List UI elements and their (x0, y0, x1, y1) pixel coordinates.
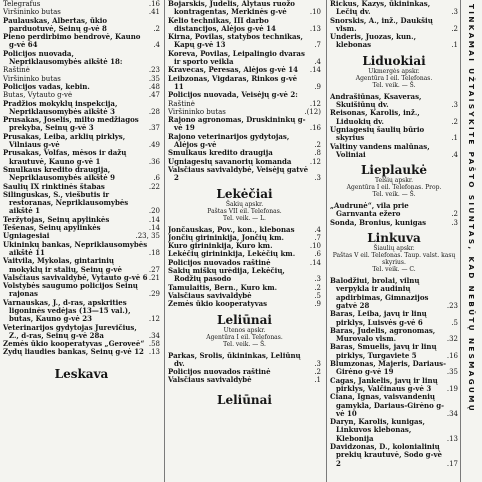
entry-text: Policijos nuovados raštinė (168, 368, 271, 377)
town-heading: Linkuva (367, 231, 421, 246)
directory-entry (330, 393, 458, 418)
directory-entry (168, 75, 321, 92)
directory-entry (168, 300, 321, 308)
column-3 (330, 0, 458, 482)
entry-text: Policijos nuovada, Nepriklausomybės aikštė 18: (3, 49, 123, 67)
entry-phone-number: .9 (314, 300, 321, 309)
entry-phone-number: .2 (314, 141, 321, 150)
entry-text: Volstybės saugumo policijos Seinų rajonas (3, 282, 138, 299)
directory-entry (330, 202, 458, 219)
entry-phone-number: .16 (148, 0, 160, 8)
directory-entry (3, 191, 160, 216)
post-office-info: Agentūra I eil. Telefonas. (206, 333, 283, 341)
entry-text: Andrašiūnas, Ksaveras, Skuišiūnų dv. (330, 92, 422, 110)
directory-entry (168, 50, 321, 67)
entry-text: Butas, Vytauto g-vė (3, 91, 73, 100)
directory-entry (3, 0, 160, 8)
entry-text: Raštinė (168, 99, 195, 108)
entry-phone-number: .2 (314, 368, 321, 377)
county-label: Ukmergės apskr. (368, 67, 420, 75)
telephone-hours: Tel. veik. — L. (223, 214, 266, 222)
entry-phone-number: .3 (314, 359, 321, 368)
entry-phone-number: .9 (314, 82, 321, 91)
directory-entry (3, 299, 160, 324)
directory-entry (330, 343, 458, 360)
directory-entry (168, 352, 321, 369)
directory-entry (3, 348, 160, 356)
directory-entry (3, 282, 160, 299)
directory-entry (330, 143, 458, 160)
entry-text: Kravecas, Peresas, Alėjos g-vė 14 (168, 66, 299, 75)
entry-text: Underis, Juozas, kun., klebonas (330, 33, 417, 50)
entry-text: Veterinarijos gydytojas Jurevičius, Z., d-ras, Seinų g-vė 28a (3, 323, 137, 340)
entry-text: Blumzonas, Majeris, Dariaus-Girėno g-vė 19 (330, 360, 447, 377)
entry-phone-number: .13 (446, 434, 458, 443)
entry-text: Rajono agronomas, Druskininkų g-vė 19 (168, 116, 306, 133)
entry-text: Smulkaus kredito draugija, Nepriklausomybės aikštė 9 (3, 165, 116, 183)
entry-text: Lekėčių girininkija, Lekėčių km. (168, 250, 296, 259)
directory-entry (3, 100, 160, 117)
directory-entry (3, 340, 160, 348)
column-2 (168, 0, 321, 482)
entry-text: Pradžios mokyklų inspekcija, Nepriklausomybės aikštė 3 (3, 99, 118, 116)
entry-phone-number: .2 (451, 117, 458, 126)
entry-phone-number: .10 (309, 242, 321, 251)
entry-text: Ugniagesių šaulių būrio skyrius (330, 125, 425, 143)
entry-phone-number: .21 (148, 273, 160, 282)
directory-entry (3, 241, 160, 258)
entry-phone-number: .2 (451, 210, 458, 219)
entry-phone-number: .35 (446, 368, 458, 377)
entry-text: Koreva, Povilas, Leipalingio dvaras ir sporto veikla (168, 49, 305, 67)
post-office-info: Paštas V eil. Telefonas. Taup. valst. kasų skyrius. (332, 252, 456, 267)
entry-text: Baras, Šmuelis, javų ir linų pirklys, Turgaviete 5 (330, 343, 437, 360)
entry-text: Vaitvila, Mykolas, gintarinių mokyklų ir stalių, Seinų g-vė (3, 257, 122, 274)
entry-phone-number: .27 (148, 265, 160, 274)
entry-text: Tamulaitis, Bern., Kuro km. (168, 283, 278, 292)
entry-text: Daryn, Karolis, kunigas, Linkuvos klebonas, Klebonija (330, 418, 425, 443)
entry-phone-number: .7 (314, 41, 321, 50)
directory-entry (3, 91, 160, 99)
entry-text: Valsčiaus savivaldybė (168, 376, 252, 385)
entry-text: Šaulių IX rinktinės štabas (3, 182, 105, 191)
entry-text: Paulauskas, Albertas, ūkio parduotuvė, Seinų g-vė 8 (3, 16, 108, 33)
entry-text: Davidzonas, D., kolonialinių prekių krautuvė, Sodo g-vė 2 (330, 442, 442, 468)
directory-entry (330, 109, 458, 126)
entry-text: Pieno perdirbimo bendrovė, Kauno g-vė 64 (3, 33, 141, 50)
directory-entry (330, 310, 458, 327)
directory-entry (168, 242, 321, 250)
entry-text: Prusakas, Leiba, arklių pirklys, Vilniaus g-vė (3, 132, 126, 150)
entry-phone-number: .47 (148, 91, 160, 100)
entry-text: Viršininko butas (3, 8, 61, 17)
directory-entry (3, 183, 160, 191)
entry-text: Parkas, Srolis, ūkininkas, Leliūnų dv. (168, 351, 301, 368)
directory-entry (168, 376, 321, 384)
directory-entry (168, 267, 321, 284)
directory-entry (3, 33, 160, 50)
next-town-heading: Leskava (54, 366, 109, 381)
entry-text: Varnauskas, J., d-ras, apskrities ligoninės vedėjas (13—15 val.), butas, Kauno g-vė 23 (3, 298, 131, 324)
entry-phone-number: .16 (446, 351, 458, 360)
entry-phone-number: .14 (309, 258, 321, 267)
entry-text: Viršininko butas (3, 74, 61, 83)
directory-entry (168, 234, 321, 242)
directory-entry (3, 166, 160, 183)
telephone-hours: Tel. veik. — Š. (372, 191, 416, 199)
directory-entry (330, 33, 458, 50)
entry-phone-number: .(12) (304, 107, 321, 116)
entry-text: Leibzonas, Vigdaras, Rinkos g-vė 11 (168, 74, 298, 91)
directory-entry (168, 33, 321, 50)
telephone-hours: Tel. veik. — Š. (372, 81, 416, 89)
entry-phone-number: .4 (314, 58, 321, 67)
column-1 (3, 0, 160, 482)
entry-text: Ūkininkų bankas, Nepriklausomybės aikštė 11 (3, 240, 148, 257)
entry-text: Šakių miškų urėdija, Lekėčių, Rodžių pasodo (168, 267, 285, 284)
entry-phone-number: .23 (148, 66, 160, 75)
entry-phone-number: .2 (314, 283, 321, 292)
directory-entry (168, 116, 321, 133)
post-office-info: Agentūra I eil. Telefonas. (355, 74, 433, 82)
next-town-heading: Leliūnai (217, 392, 272, 407)
directory-entry (3, 324, 160, 341)
entry-phone-number: .19 (446, 384, 458, 393)
entry-text: Jončauskas, Pov., kon., klebonas (168, 225, 295, 234)
post-office-info: Paštas VII eil. Telefonas. (207, 207, 282, 215)
entry-phone-number: .5 (314, 291, 321, 300)
entry-phone-number: .1 (451, 134, 458, 143)
directory-entry (3, 8, 160, 16)
entry-phone-number: .13 (309, 24, 321, 33)
directory-entry (168, 259, 321, 267)
entry-text: Kirna, Povilas, statybos technikas, Kapų g-vė 13 (168, 33, 303, 50)
directory-entry (168, 149, 321, 157)
directory-entry (3, 17, 160, 34)
entry-phone-number: .12 (148, 315, 160, 324)
entry-phone-number: .4 (153, 41, 160, 50)
entry-phone-number: .14 (148, 215, 160, 224)
entry-phone-number: .3 (314, 275, 321, 284)
entry-text: Žydų liaudies bankas, Seinų g-vė 12 (3, 348, 144, 357)
entry-phone-number: .32 (446, 335, 458, 344)
entry-phone-number: .14 (148, 224, 160, 233)
entry-text: Policijos vadas, kebin. (3, 82, 90, 91)
entry-text: Baras, Leiba, javų ir linų pirklys, Luisvės g-vė 6 (330, 310, 427, 327)
directory-entry (168, 100, 321, 108)
town-heading: Lieplaukė (360, 163, 428, 178)
entry-text: Ugniagesiai (3, 232, 50, 241)
entry-phone-number: .3 (451, 8, 458, 17)
entry-phone-number: .20 (148, 207, 160, 216)
entry-phone-number: .4 (451, 150, 458, 159)
directory-entry (330, 360, 458, 377)
directory-entry (3, 274, 160, 282)
entry-phone-number: .35 (148, 74, 160, 83)
entry-phone-number: .7 (314, 233, 321, 242)
entry-text: Valsčiaus savivaldybė, Vytauto g-vė 6 (3, 273, 148, 282)
post-office-info: Agentūra I eil. Telefonas. Prop. (346, 184, 442, 192)
entry-text: Valtiny vandens malūnas, Voliniai (330, 142, 430, 159)
directory-entry (330, 17, 458, 34)
entry-text: Snorskis, A., inž., Daukšių vlsm. (330, 16, 433, 33)
entry-phone-number: .49 (148, 141, 160, 150)
entry-text: Cagas, Jankelis, javų ir linų pirklys, Valčinaus g-vė 3 (330, 376, 438, 393)
directory-entry (3, 66, 160, 74)
entry-text: Jončių girininkija, Jončių km. (168, 233, 284, 242)
entry-phone-number: .37 (148, 124, 160, 133)
directory-entry (168, 226, 321, 234)
directory-entry (168, 0, 321, 17)
entry-text: Viršininko butas (168, 107, 226, 116)
entry-phone-number: .29 (148, 290, 160, 299)
directory-entry (330, 377, 458, 394)
entry-text: Prusakas, Joselis, milto medžiagos prekyba, Seinų g-vė 3 (3, 116, 139, 133)
directory-entry (168, 250, 321, 258)
entry-text: Rajono veterinarijos gydytojas, Alėjos g-vė (168, 132, 290, 150)
entry-phone-number: .13 (148, 348, 160, 357)
county-label: Šakių apskr. (225, 200, 264, 208)
telephone-hours: Tel. veik. — Š. (223, 340, 266, 348)
entry-text: Kelio technikas, III darbo distancijos, Alėjos g-vė 14 (168, 16, 276, 33)
entry-phone-number: .1 (451, 41, 458, 50)
entry-text: Valsčiaus savivaldybė (168, 291, 252, 300)
directory-entry (330, 443, 458, 468)
town-heading: Lekėčiai (216, 186, 273, 201)
entry-text: Kuro girininkija, Kuro km. (168, 242, 273, 251)
directory-entry (330, 0, 458, 17)
directory-entry (330, 93, 458, 110)
directory-entry (3, 116, 160, 133)
directory-entry (330, 277, 458, 310)
entry-phone-number: .1 (314, 376, 321, 385)
entry-phone-number: .2 (451, 24, 458, 33)
entry-phone-number: .17 (446, 459, 458, 468)
town-heading: Leliūnai (217, 312, 272, 327)
directory-entry (168, 368, 321, 376)
entry-text: Valsčiaus savivaldybė, Veisėjų gatvė 2 (168, 165, 309, 183)
directory-entry (3, 133, 160, 150)
telephone-hours: Tel. veik. — C. (372, 266, 416, 274)
county-label: Utenos apskr. (223, 326, 266, 334)
entry-phone-number: .5 (451, 318, 458, 327)
directory-entry (168, 133, 321, 150)
directory-entry (3, 75, 160, 83)
directory-entry (330, 418, 458, 443)
entry-text: Ugniagesių savanorių komanda (168, 157, 292, 166)
county-label: Šiaulių apskr. (373, 245, 415, 253)
entry-phone-number: .3 (314, 174, 321, 183)
entry-phone-number: .58 (148, 340, 160, 349)
column-divider (326, 0, 327, 482)
entry-phone-number: .22 (148, 182, 160, 191)
entry-phone-number: .36 (148, 157, 160, 166)
entry-phone-number: .6 (314, 250, 321, 259)
entry-text: Sonda, Bronius, kunigas (330, 218, 427, 227)
directory-entry (168, 17, 321, 34)
directory-entry (3, 224, 160, 232)
entry-phone-number: .41 (148, 8, 160, 17)
entry-text: Baras, Judelis, agronomas, Murovalo vlsm. (330, 326, 436, 344)
directory-entry (330, 126, 458, 143)
entry-phone-number: .28 (148, 107, 160, 116)
entry-text: Raštinė (3, 66, 30, 75)
directory-entry (3, 232, 160, 240)
side-notice-text: TINKAMAI UŽTAISYKITE PAŠTO SIUNTAS, KAD NEBŪTŲ NESMAGUMŲ (467, 4, 476, 414)
directory-entry (3, 216, 160, 224)
directory-entry (3, 257, 160, 274)
directory-entry (330, 219, 458, 227)
entry-phone-number: .16 (309, 124, 321, 133)
entry-text: Reisonas, Karolis, inž., Liduokių dv. (330, 109, 420, 126)
directory-entry (168, 108, 321, 116)
entry-text: Policijos nuovada, Veisėjų g-vė 2: (168, 91, 298, 100)
directory-entry (168, 284, 321, 292)
entry-phone-number: .34 (446, 409, 458, 418)
entry-phone-number: .12 (309, 157, 321, 166)
entry-phone-number: .48 (148, 82, 160, 91)
column-divider (460, 0, 461, 482)
entry-text: Prusakas, Volfas, mėsos ir dažų krautuvė, Kauno g-vė 1 (3, 149, 127, 166)
directory-entry (168, 292, 321, 300)
entry-text: Žemės ūkio kooperatyvas (168, 300, 268, 309)
directory-entry (168, 66, 321, 74)
entry-phone-number: .8 (314, 149, 321, 158)
column-divider (164, 0, 165, 482)
entry-text: Rickus, Kazys, ūkininkas, Lečių dv. (330, 0, 431, 17)
entry-text: Čiana, Ignas, vaisvandenių gamykla, Dariaus-Girėno g-vė 10 (330, 393, 445, 418)
directory-entry (330, 327, 458, 344)
entry-text: Bojarskis, Judelis, Alytaus ruožo kontragentas, Merkinės g-vė (168, 0, 295, 17)
directory-entry (168, 91, 321, 99)
entry-text: Telegrafus (3, 0, 41, 8)
directory-entry (168, 158, 321, 166)
entry-phone-number: .23, 35 (135, 232, 160, 241)
entry-text: Policijos nuovados raštinė (168, 258, 271, 267)
entry-phone-number: .18 (148, 248, 160, 257)
entry-text: Silinguskas, Š., viešbutis ir restoranas, Nepriklausomybės aikštė 1 (3, 190, 129, 216)
entry-phone-number: .3 (451, 101, 458, 110)
directory-entry (3, 50, 160, 67)
entry-phone-number: .4 (314, 225, 321, 234)
entry-phone-number: .10 (309, 8, 321, 17)
entry-phone-number: .6 (153, 174, 160, 183)
directory-entry (3, 83, 160, 91)
directory-entry (3, 149, 160, 166)
entry-text: Teržytojas, Seinų apylinkės (3, 215, 110, 224)
town-heading: Liduokiai (362, 53, 426, 68)
entry-text: Tešenas, Seinų apylinkės (3, 224, 101, 233)
entry-phone-number: .14 (309, 66, 321, 75)
side-notice (463, 2, 479, 480)
entry-text: Žemės ūkio kooperatyvas „Geroveė“ (3, 340, 145, 349)
entry-text: „Audrunė“, vila prie Garnvanta ežero (330, 202, 409, 219)
entry-phone-number: .2 (153, 24, 160, 33)
directory-entry (168, 166, 321, 183)
entry-phone-number: .23 (446, 301, 458, 310)
entry-phone-number: .34 (148, 331, 160, 340)
entry-phone-number: .12 (309, 99, 321, 108)
entry-text: Smulkaus kredito draugija (168, 149, 273, 158)
entry-phone-number: .3 (451, 218, 458, 227)
county-label: Telšių apskr. (374, 177, 414, 185)
entry-text: Balodžiui, brolai, vilnų verpykla ir audinių apdirbimas, Gimnazijos gatvė 28 (330, 277, 429, 310)
